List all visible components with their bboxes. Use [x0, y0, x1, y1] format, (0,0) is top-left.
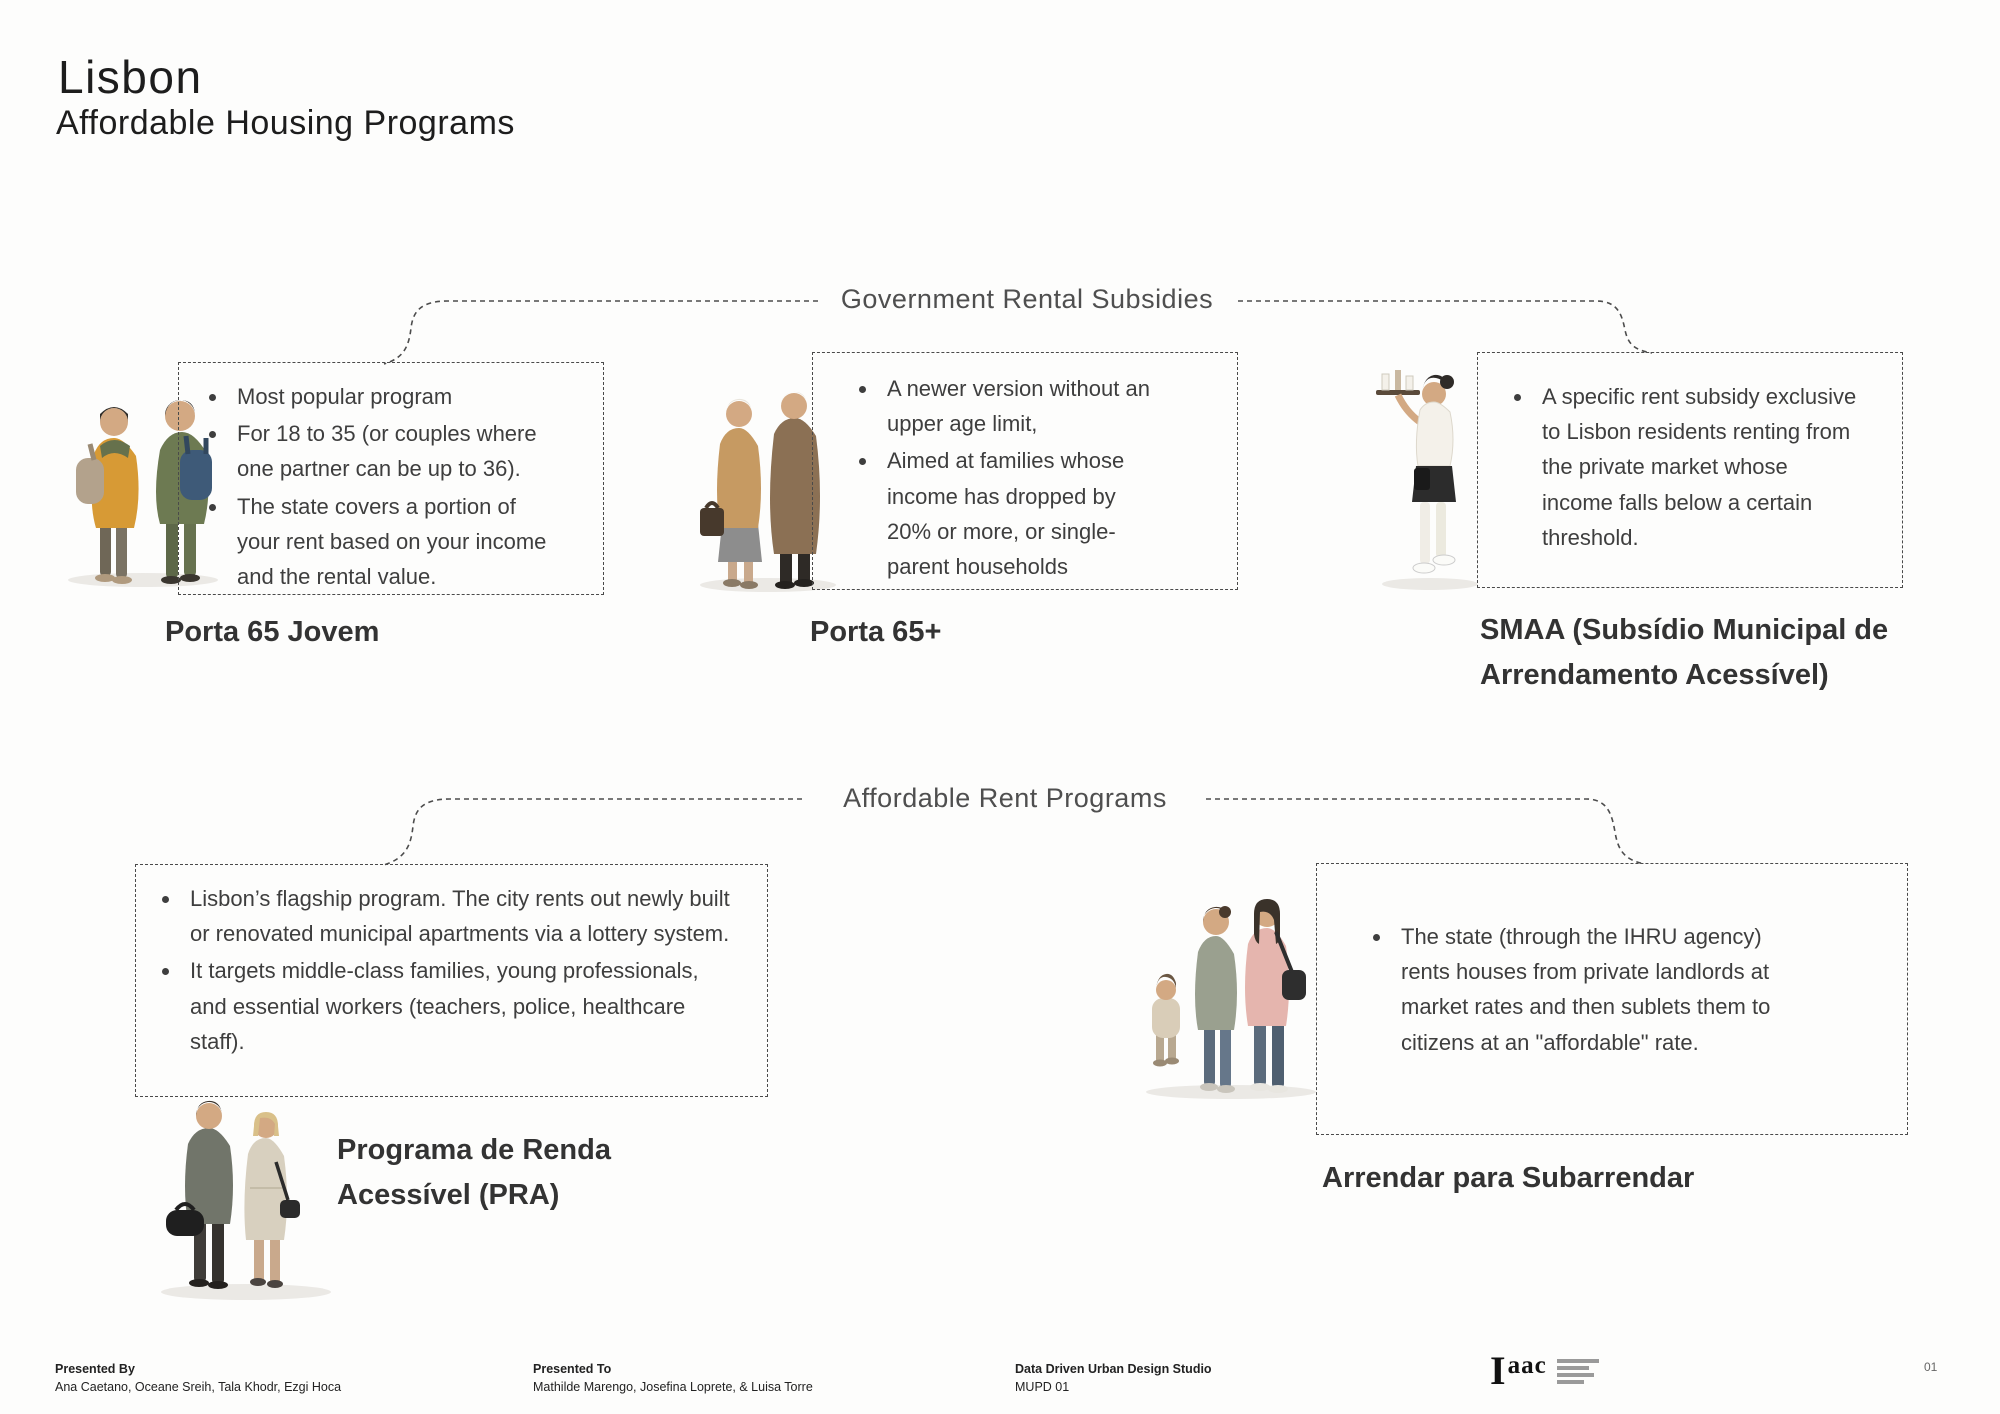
bullet-list [154, 881, 733, 1059]
presented-to-label: Presented To [533, 1362, 612, 1376]
bracket-rent-left [384, 799, 802, 865]
presented-to-names: Mathilde Marengo, Josefina Loprete, & Luisa Torre [533, 1380, 813, 1394]
footer-presented-by [55, 1362, 341, 1394]
course-code: MUPD 01 [1015, 1380, 1070, 1394]
bracket-gov-right [1238, 301, 1652, 353]
page-number: 01 [1924, 1360, 1938, 1374]
program-heading-porta-65-jovem: Porta 65 Jovem [165, 616, 380, 648]
illustration-family-walking [1126, 886, 1336, 1100]
program-heading-pra: Programa de Renda Acessível (PRA) [337, 1134, 611, 1211]
program-bullet: • The state (through the IHRU agency) rents houses from private landlords at market rates and then sublets them to citizens at an "affordable" rate. [1393, 919, 1775, 1060]
page-title: Lisbon [58, 51, 203, 103]
program-box-smaa [1477, 352, 1903, 588]
footer-presented-to [533, 1362, 813, 1394]
section-label-government-rental-subsidies: Government Rental Subsidies [840, 284, 1214, 314]
bullet-list [851, 371, 1161, 584]
bracket-gov-left [384, 301, 818, 364]
program-bullet: • For 18 to 35 (or couples where one partner can be up to 36). [229, 416, 559, 486]
iaac-logo-aac: aac [1507, 1352, 1547, 1379]
page-subtitle: Affordable Housing Programs [56, 104, 515, 142]
program-bullet: • It targets middle-class families, young professionals, and essential workers (teachers, police, healthcare staff). [182, 953, 733, 1059]
iaac-logo-text [1490, 1348, 1547, 1393]
program-box-arrendar-para-subarrendar [1316, 863, 1908, 1135]
program-box-porta-65-plus [812, 352, 1238, 590]
bullet-list [201, 379, 559, 594]
bullet-list [1506, 379, 1858, 555]
presented-by-names: Ana Caetano, Oceane Sreih, Tala Khodr, Ezgi Hoca [55, 1380, 342, 1394]
program-bullet: • A specific rent subsidy exclusive to Lisbon residents renting from the private market whose income falls below a certain threshold. [1534, 379, 1858, 555]
program-box-pra [135, 864, 768, 1097]
footer-studio [1015, 1362, 1212, 1394]
presented-by-label: Presented By [55, 1362, 135, 1376]
program-bullet: • A newer version without an upper age limit, [879, 371, 1161, 441]
illustration-waitress-with-tray [1368, 360, 1493, 592]
iaac-logo-smallprint [1557, 1359, 1599, 1384]
studio-name: Data Driven Urban Design Studio [1015, 1362, 1212, 1376]
bullet-list [1365, 919, 1775, 1060]
section-label-affordable-rent-programs: Affordable Rent Programs [843, 783, 1167, 813]
program-bullet: • The state covers a portion of your rent based on your income and the rental value. [229, 489, 559, 595]
iaac-logo [1490, 1348, 1599, 1393]
program-box-porta-65-jovem [178, 362, 604, 595]
program-heading-arrendar-para-subarrendar: Arrendar para Subarrendar [1322, 1162, 1695, 1194]
program-bullet: • Most popular program [229, 379, 559, 414]
program-bullet: • Lisbon’s flagship program. The city rents out newly built or renovated municipal apartments via a lottery system. [182, 881, 733, 951]
program-bullet: • Aimed at families whose income has dropped by 20% or more, or single-parent households [879, 443, 1161, 584]
program-heading-porta-65-plus: Porta 65+ [810, 616, 942, 648]
bracket-rent-right [1206, 799, 1645, 864]
iaac-logo-i: I [1490, 1348, 1506, 1393]
illustration-couple-with-bags [146, 1092, 351, 1302]
program-heading-smaa: SMAA (Subsídio Municipal de Arrendamento Acessível) [1480, 614, 1889, 691]
